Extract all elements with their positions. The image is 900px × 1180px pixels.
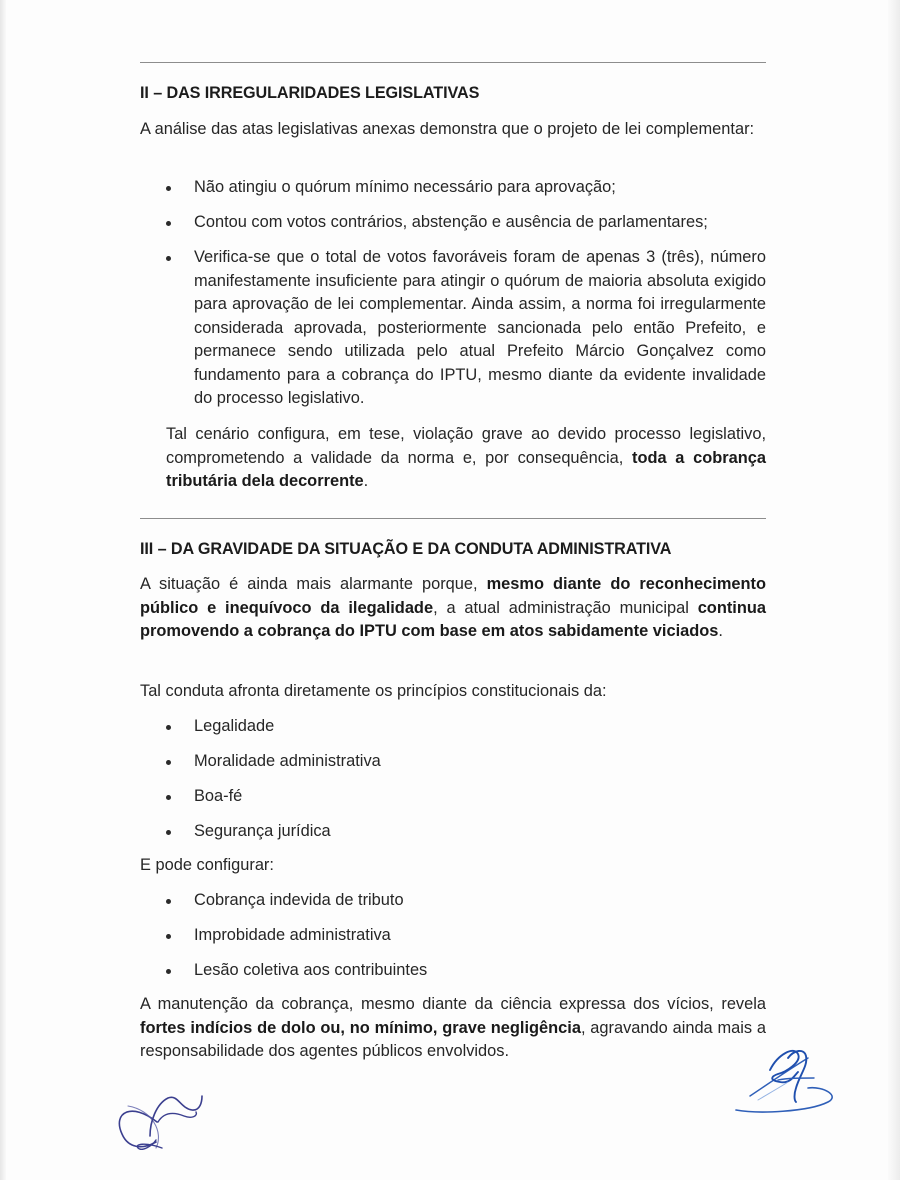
page-left-edge: [0, 0, 6, 1180]
bullet-icon: [166, 969, 171, 974]
page-right-edge: [888, 0, 900, 1180]
bullet-icon: [166, 725, 171, 730]
section-3-paragraph: A situação é ainda mais alarmante porque, mesmo diante do reconhecimento público e inequívoco da ilegalidade, a atual administração municipal continua promovendo a cobrança do IPTU com base em atos sabidamente viciados.: [140, 575, 766, 640]
bullet-icon: [166, 221, 171, 226]
section-2-intro: A análise das atas legislativas anexas demonstra que o projeto de lei complementar:: [140, 120, 755, 138]
bullet-icon: [166, 830, 171, 835]
section-2-heading: II – DAS IRREGULARIDADES LEGISLATIVAS: [140, 84, 480, 102]
principles-intro: Tal conduta afronta diretamente os princípios constitucionais da:: [140, 682, 607, 700]
section-2-conclusion: Tal cenário configura, em tese, violação grave ao devido processo legislativo, comprometendo a validade da norma e, por consequência, toda a cobrança tributária dela decorrente.: [166, 425, 766, 490]
signature-right-icon: [728, 1044, 848, 1124]
bullet-icon: [166, 899, 171, 904]
bullet-icon: [166, 186, 171, 191]
closing-paragraph: A manutenção da cobrança, mesmo diante da ciência expressa dos vícios, revela fortes indícios de dolo ou, no mínimo, grave negligência, agravando ainda mais a responsabilidade dos agentes públicos envolvidos.: [140, 995, 767, 1060]
bullet-icon: [166, 934, 171, 939]
consequences-intro: E pode configurar:: [140, 856, 274, 874]
section-3-heading: III – DA GRAVIDADE DA SITUAÇÃO E DA CONDUTA ADMINISTRATIVA: [140, 540, 672, 558]
bullet-icon: [166, 256, 171, 261]
bullet-icon: [166, 795, 171, 800]
bullet-icon: [166, 760, 171, 765]
section-divider-middle: [140, 518, 766, 519]
list-item: Verifica-se que o total de votos favoráveis foram de apenas 3 (três), número manifestamente insuficiente para atingir o quórum de maioria absoluta exigido para aprovação de lei complementar. Ainda assim, a norma foi irregularmente considerada aprovada, posteriormente sancionada pelo então Prefeito, e permanece sendo utilizada pelo atual Prefeito Márcio Gonçalvez como fundamento para a cobrança do IPTU, mesmo diante da evidente invalidade do processo legislativo.: [166, 246, 766, 411]
signature-left-icon: [112, 1092, 222, 1162]
section-divider-top: [140, 62, 766, 63]
